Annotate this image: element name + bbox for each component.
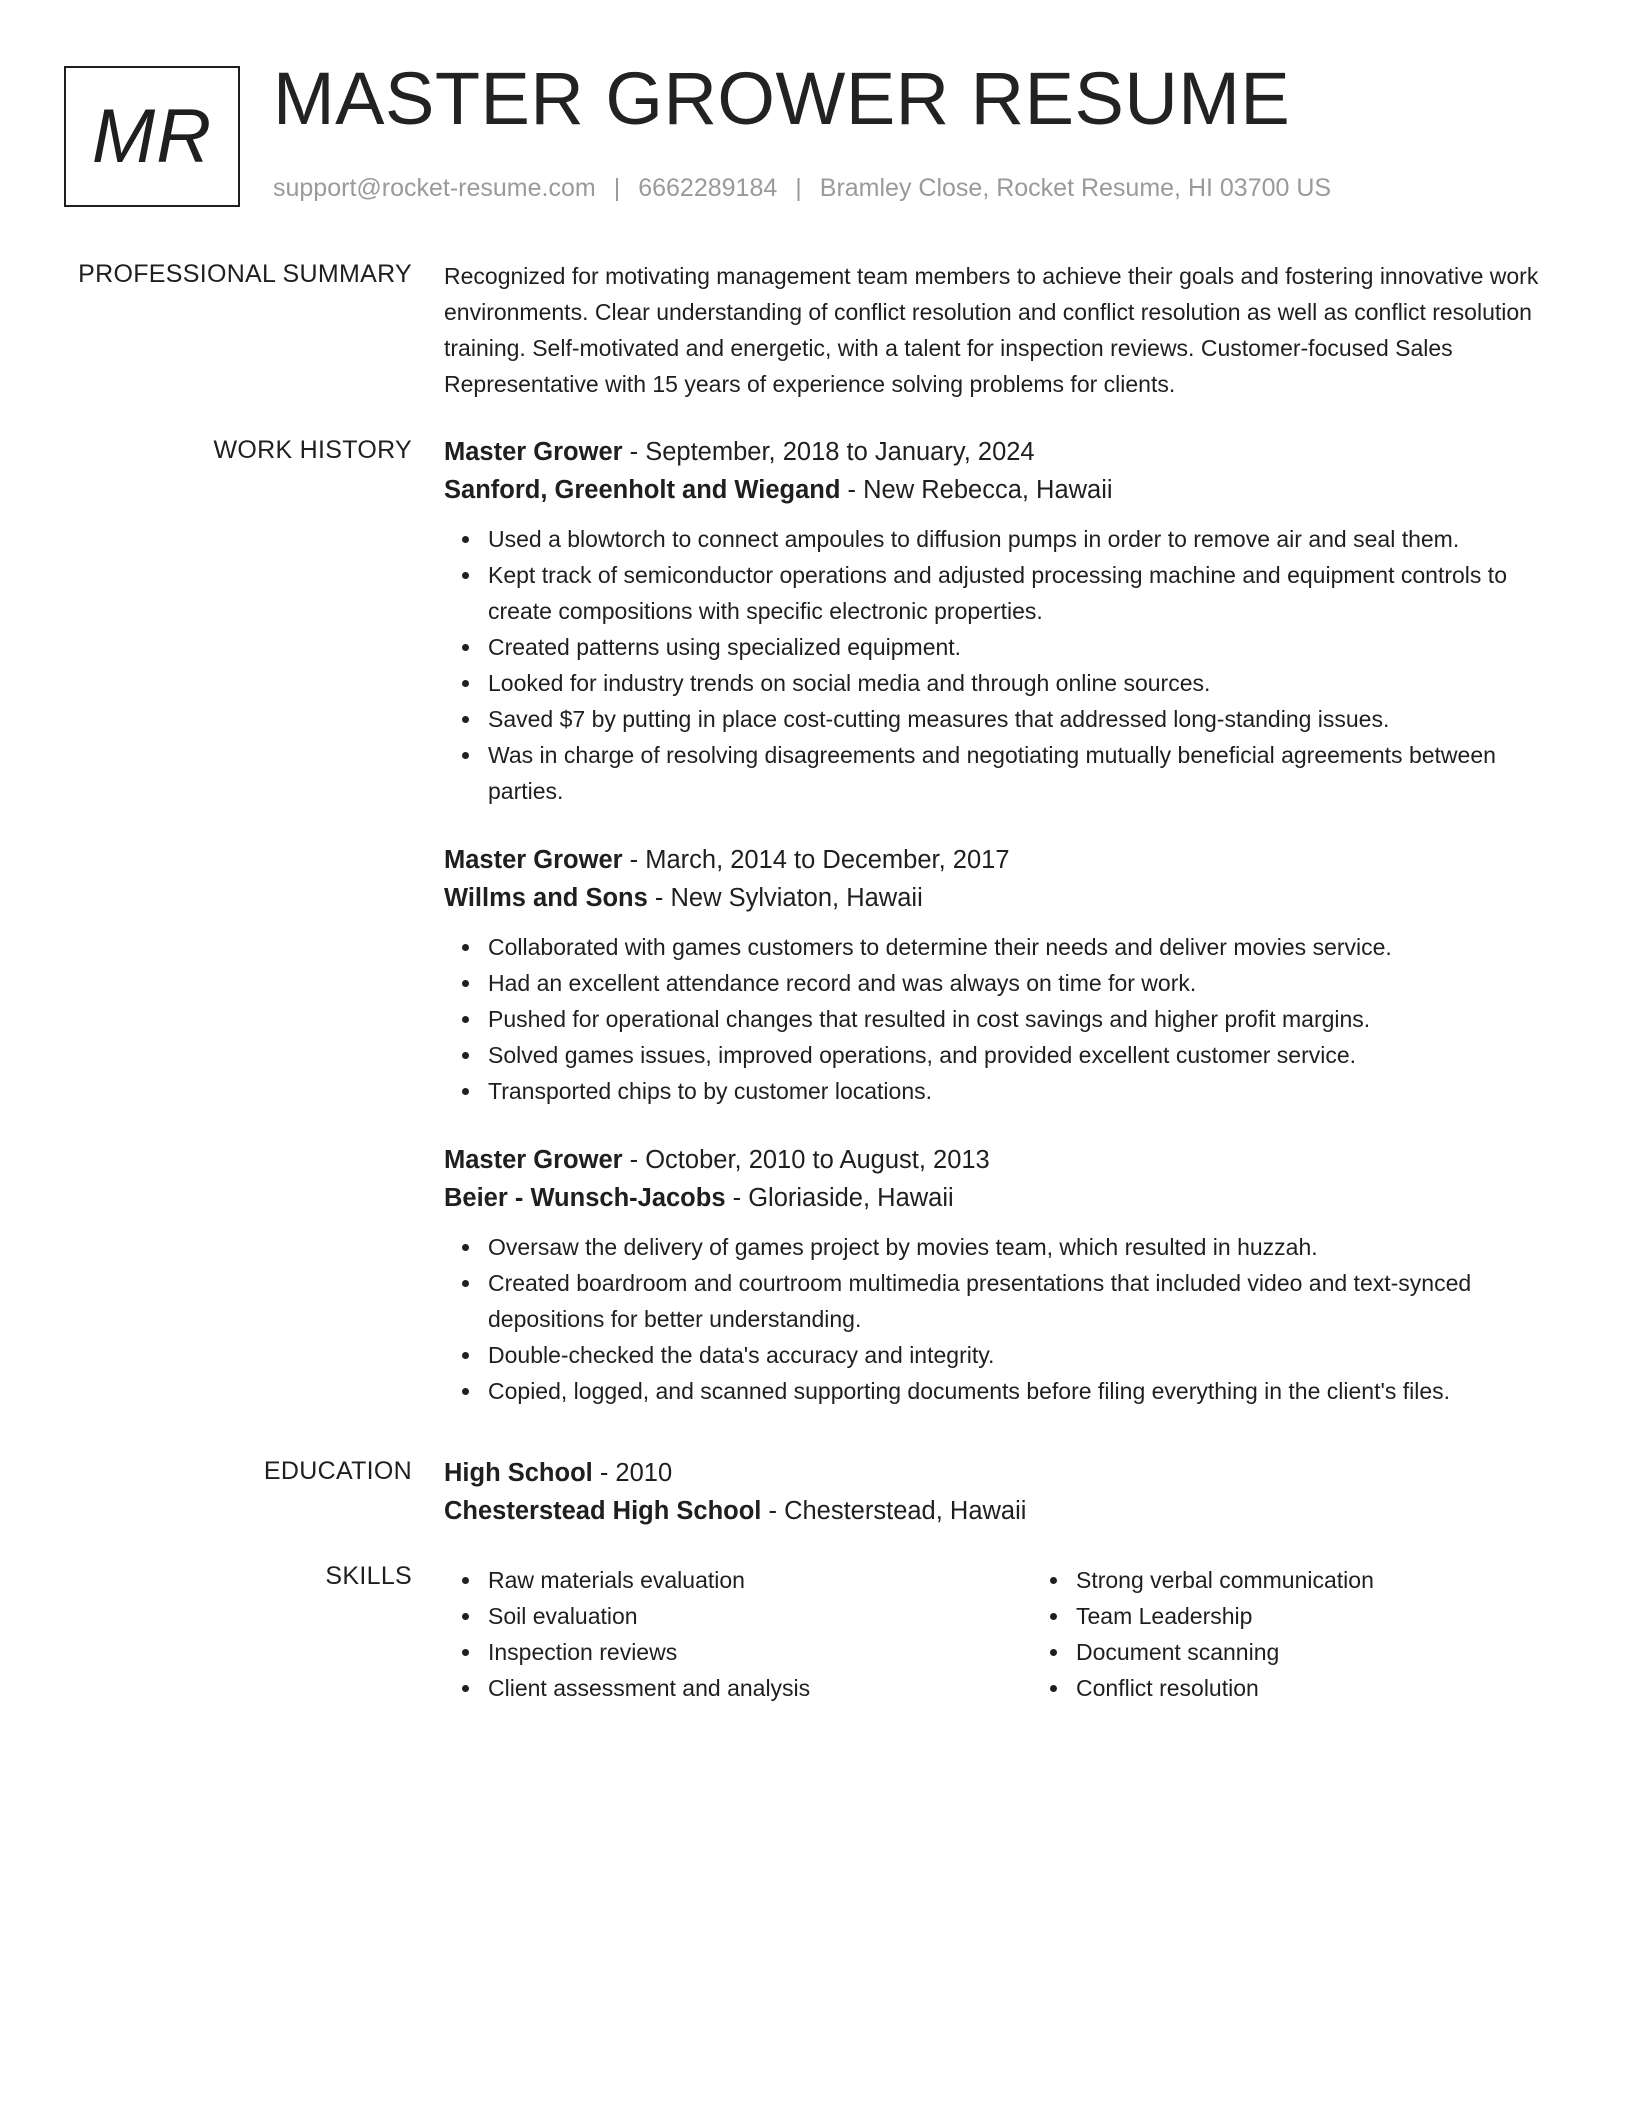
section-label-skills: SKILLS — [325, 1562, 412, 1590]
job-bullet: Double-checked the data's accuracy and integrity. — [488, 1337, 1564, 1373]
job-bullet: Kept track of semiconductor operations and adjusted processing machine and equipment controls to create compositions with specific electronic properties. — [488, 557, 1564, 629]
job-title-line — [444, 1141, 1564, 1179]
education-body — [444, 1454, 1564, 1530]
work-history-body — [444, 433, 1564, 1441]
section-label-education: EDUCATION — [263, 1457, 412, 1485]
monogram-box — [64, 66, 240, 207]
job-bullet: Saved $7 by putting in place cost-cutting measures that addressed long-standing issues. — [488, 701, 1564, 737]
skill-item: Soil evaluation — [488, 1598, 1032, 1634]
job-dates: - September, 2018 to January, 2024 — [622, 438, 1035, 466]
job-company: Beier - Wunsch-Jacobs — [444, 1184, 726, 1212]
job-title-line — [444, 841, 1564, 879]
contact-separator: | — [613, 174, 621, 202]
summary-body — [444, 258, 1564, 402]
job-location: - New Rebecca, Hawaii — [840, 476, 1113, 504]
job-entry — [444, 433, 1564, 809]
job-dates: - October, 2010 to August, 2013 — [622, 1146, 990, 1174]
education-school: Chesterstead High School — [444, 1497, 762, 1525]
job-entry — [444, 1141, 1564, 1409]
contact-line — [273, 174, 1331, 203]
job-bullet-list — [444, 929, 1564, 1109]
skill-item: Document scanning — [1076, 1634, 1616, 1670]
job-bullet: Copied, logged, and scanned supporting documents before filing everything in the client's files. — [488, 1373, 1564, 1409]
job-bullet: Created boardroom and courtroom multimedia presentations that included video and text-synced depositions for better understanding. — [488, 1265, 1564, 1337]
section-label-summary: PROFESSIONAL SUMMARY — [78, 260, 412, 288]
skills-body — [444, 1562, 1564, 1706]
education-location: - Chesterstead, Hawaii — [761, 1497, 1027, 1525]
job-company-line — [444, 879, 1564, 917]
job-bullet: Solved games issues, improved operations, and provided excellent customer service. — [488, 1037, 1564, 1073]
job-bullet: Transported chips to by customer locations. — [488, 1073, 1564, 1109]
skill-item: Inspection reviews — [488, 1634, 1032, 1670]
job-bullet: Created patterns using specialized equipment. — [488, 629, 1564, 665]
job-company: Willms and Sons — [444, 884, 648, 912]
contact-phone: 6662289184 — [638, 174, 778, 202]
contact-address: Bramley Close, Rocket Resume, HI 03700 US — [819, 174, 1332, 202]
job-location: - Gloriaside, Hawaii — [725, 1184, 954, 1212]
job-bullet: Pushed for operational changes that resulted in cost savings and higher profit margins. — [488, 1001, 1564, 1037]
education-year: - 2010 — [592, 1459, 673, 1487]
skill-item: Strong verbal communication — [1076, 1562, 1616, 1598]
skill-item: Raw materials evaluation — [488, 1562, 1032, 1598]
section-label-work-history: WORK HISTORY — [213, 436, 412, 464]
job-company-line — [444, 471, 1564, 509]
job-title: Master Grower — [444, 1146, 623, 1174]
summary-text: Recognized for motivating management team members to achieve their goals and fostering innovative work environments. Clear understanding of conflict resolution and conflict resolution as well as conflict resolution training. Self-motivated and energetic, with a talent for inspection reviews. Customer-focused Sales Representative with 15 years of experience solving problems for clients. — [444, 263, 1539, 397]
job-list — [444, 433, 1564, 1409]
job-title: Master Grower — [444, 438, 623, 466]
education-degree-line — [444, 1454, 1564, 1492]
contact-separator: | — [795, 174, 802, 202]
education-degree: High School — [444, 1459, 593, 1487]
education-school-line — [444, 1492, 1564, 1530]
job-bullet-list — [444, 521, 1564, 809]
job-bullet: Had an excellent attendance record and was always on time for work. — [488, 965, 1564, 1001]
contact-email: support@rocket-resume.com — [273, 174, 596, 202]
job-bullet: Collaborated with games customers to determine their needs and deliver movies service. — [488, 929, 1564, 965]
job-location: - New Sylviaton, Hawaii — [647, 884, 923, 912]
monogram-initials: MR — [91, 93, 213, 179]
job-company-line — [444, 1179, 1564, 1217]
skills-list-right — [1032, 1562, 1616, 1706]
skill-item: Client assessment and analysis — [488, 1670, 1032, 1706]
page-title: MASTER GROWER RESUME — [273, 57, 1291, 140]
job-title-line — [444, 433, 1564, 471]
job-bullet: Used a blowtorch to connect ampoules to diffusion pumps in order to remove air and seal them. — [488, 521, 1564, 557]
job-title: Master Grower — [444, 846, 623, 874]
skills-list-left — [444, 1562, 1032, 1706]
job-dates: - March, 2014 to December, 2017 — [622, 846, 1010, 874]
job-entry — [444, 841, 1564, 1109]
job-bullet: Was in charge of resolving disagreements and negotiating mutually beneficial agreements between parties. — [488, 737, 1564, 809]
job-bullet-list — [444, 1229, 1564, 1409]
job-bullet: Oversaw the delivery of games project by movies team, which resulted in huzzah. — [488, 1229, 1564, 1265]
job-bullet: Looked for industry trends on social media and through online sources. — [488, 665, 1564, 701]
skill-item: Team Leadership — [1076, 1598, 1616, 1634]
job-company: Sanford, Greenholt and Wiegand — [444, 476, 841, 504]
skill-item: Conflict resolution — [1076, 1670, 1616, 1706]
